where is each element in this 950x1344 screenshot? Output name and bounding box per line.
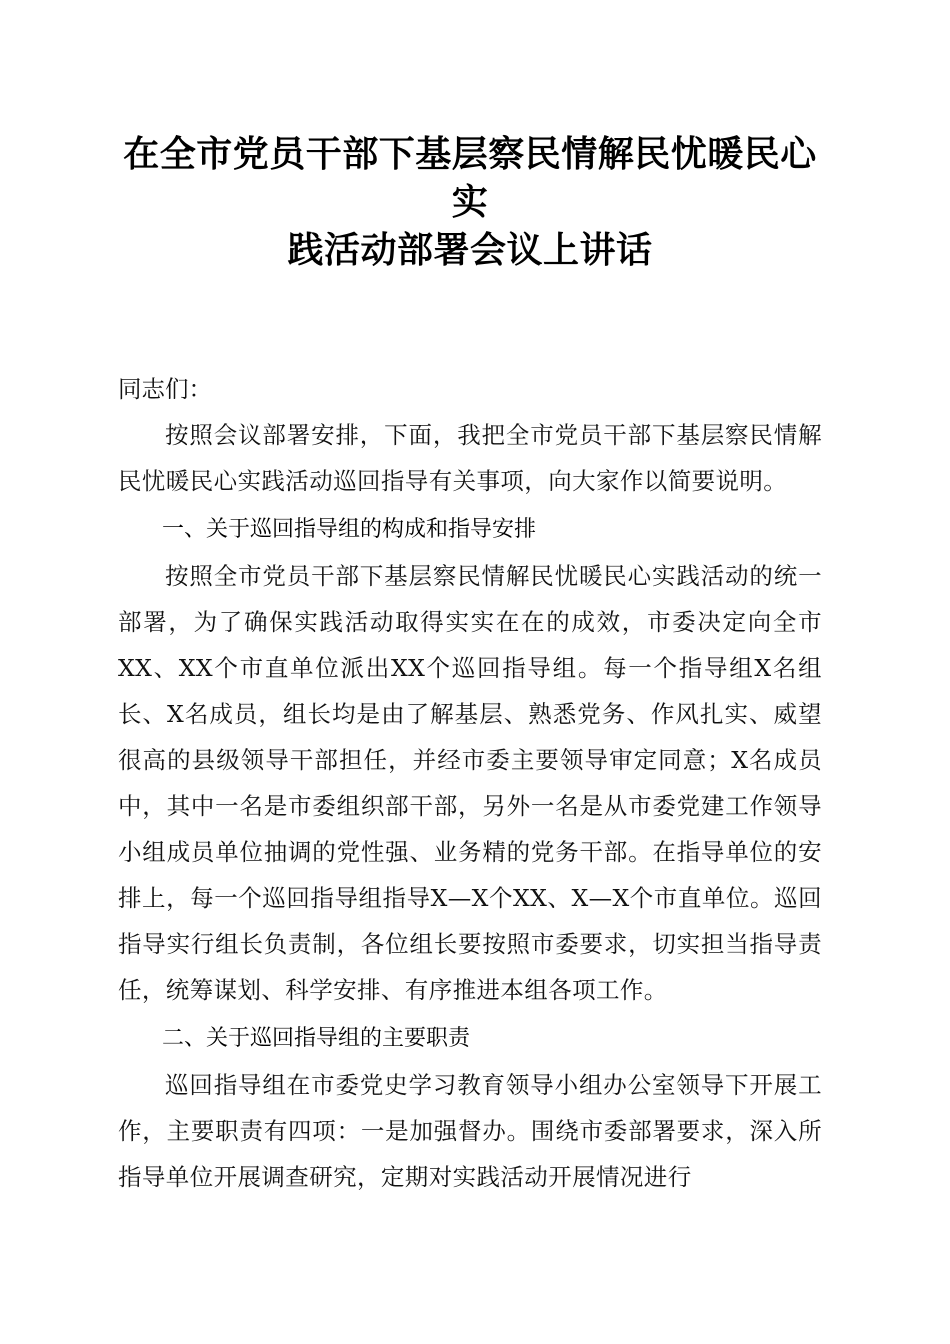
intro-paragraph: 按照会议部署安排，下面，我把全市党员干部下基层察民情解民忧暖民心实践活动巡回指导有关事项，向大家作以简要说明。	[118, 421, 822, 495]
section-2-heading: 二、关于巡回指导组的主要职责	[162, 1026, 471, 1051]
salutation: 同志们：	[118, 375, 212, 403]
section-1-paragraph: 按照全市党员干部下基层察民情解民忧暖民心实践活动的统一部署，为了确保实践活动取得实实在在的成效，市委决定向全市XX、XX个市直单位派出XX个巡回指导组。每一个指导组X名组长、X名成员，组长均是由了解基层、熟悉党务、作风扎实、威望很高的县级领导干部担任，并经市委主要领导审定同意；X名成员中，其中一名是市委组织部干部，另外一名是从市委党建工作领导小组成员单位抽调的党性强、业务精的党务干部。在指导单位的安排上，每一个巡回指导组指导X—X个XX、X—X个市直单位。巡回指导实行组长负责制，各位组长要按照市委要求，切实担当指导责任，统筹谋划、科学安排、有序推进本组各项工作。	[118, 562, 822, 1004]
title-line-2: 践活动部署会议上讲话	[287, 229, 653, 271]
title-line-1: 在全市党员干部下基层察民情解民忧暖民心实	[123, 133, 817, 223]
document-title	[118, 130, 822, 274]
section-2-paragraph: 巡回指导组在市委党史学习教育领导小组办公室领导下开展工作，主要职责有四项：一是加强督办。围绕市委部署要求，深入所指导单位开展调查研究，定期对实践活动开展情况进行	[118, 1071, 822, 1191]
document-page	[118, 130, 822, 1200]
section-1-heading: 一、关于巡回指导组的构成和指导安排	[162, 517, 537, 542]
